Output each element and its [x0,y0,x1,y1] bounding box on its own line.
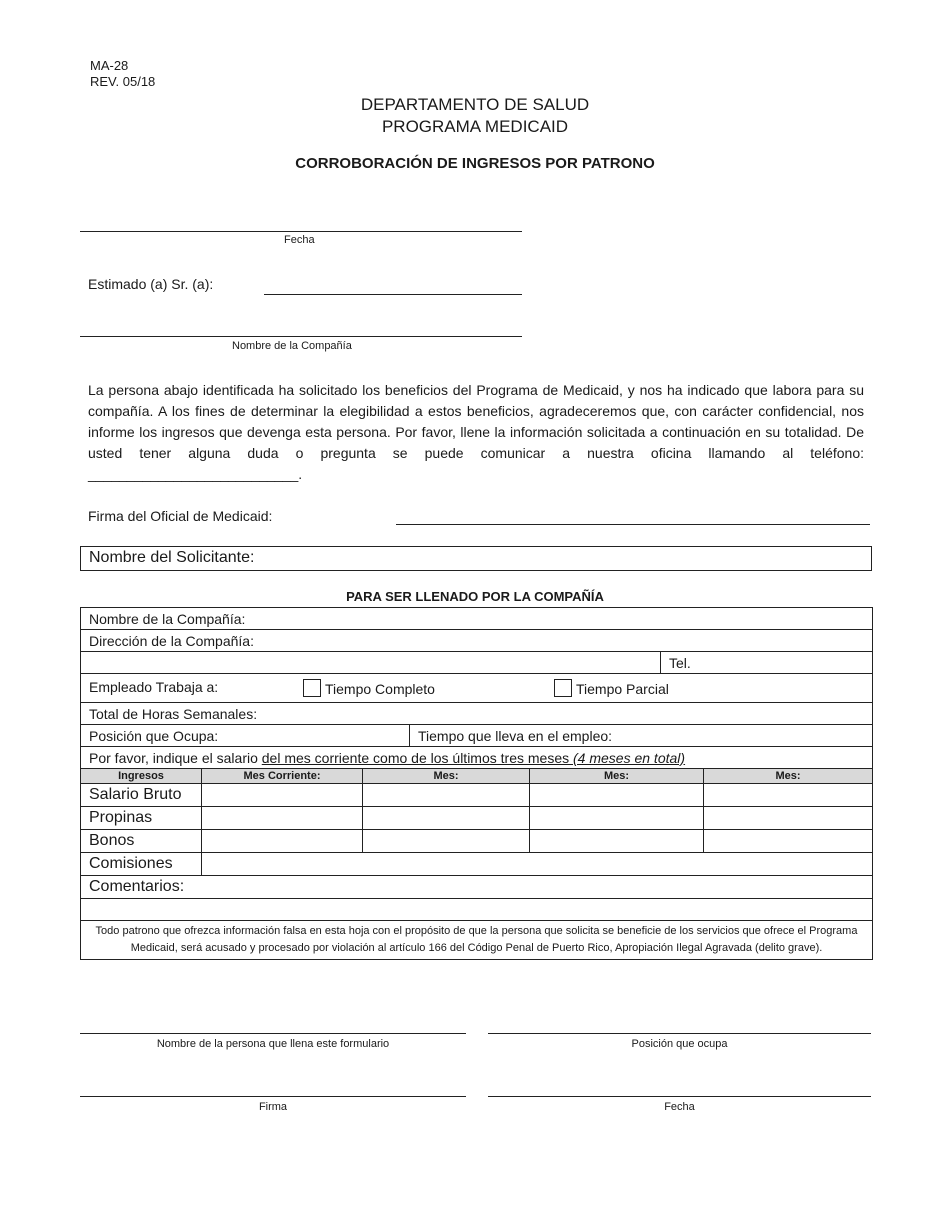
form-code-block [90,58,155,90]
salary-intro-text: Por favor, indique el salario [89,749,262,766]
part-time-label: Tiempo Parcial [576,681,669,697]
salutation-label: Estimado (a) Sr. (a): [88,276,214,292]
tel-field[interactable] [661,652,873,674]
program-name: PROGRAMA MEDICAID [381,117,569,136]
filler-name-caption: Nombre de la persona que llena este formulario [156,1038,390,1050]
company-name-caption: Nombre de la Compañía [232,340,352,352]
income-row-label: Comisiones [81,853,202,876]
income-cell[interactable] [202,830,363,853]
income-row-label: Propinas [81,807,202,830]
time-employed-label: Tiempo que lleva en el empleo: [418,727,613,744]
applicant-name-label: Nombre del Solicitante: [89,549,255,566]
salary-intro-underlined: del mes corriente como de los últimos tres meses [261,749,573,766]
income-header-cell: Mes: [363,769,530,784]
company-address-label: Dirección de la Compañía: [89,632,254,649]
comments-line2[interactable] [81,899,873,921]
income-cell[interactable] [530,784,704,807]
full-time-checkbox[interactable] [303,679,321,697]
company-address-line2[interactable] [81,652,661,674]
full-time-label: Tiempo Completo [325,681,435,697]
income-cell[interactable] [363,830,530,853]
weekly-hours-label: Total de Horas Semanales: [89,705,258,722]
date-signed-caption: Fecha [664,1101,695,1113]
income-cell[interactable] [202,784,363,807]
income-table [80,768,873,960]
position-field[interactable] [81,725,410,747]
applicant-name-field[interactable] [80,546,872,571]
signature-line[interactable] [80,1096,466,1097]
official-signature-line[interactable] [396,524,870,525]
date-label: Fecha [284,234,315,246]
table-row [81,853,873,876]
date-line[interactable] [80,231,522,232]
income-header-cell: Mes: [530,769,704,784]
company-address-field[interactable] [81,630,873,652]
position-label: Posición que Ocupa: [89,727,219,744]
income-cell[interactable] [704,807,873,830]
company-info-table [80,607,873,769]
comments-field[interactable] [81,876,873,899]
page-title: CORROBORACIÓN DE INGRESOS POR PATRONO [295,155,655,172]
income-row-label: Bonos [81,830,202,853]
salutation-line[interactable] [264,294,522,295]
body-paragraph: La persona abajo identificada ha solicitado los beneficios del Programa de Medicaid, y nos ha indicado que labora para su compañía. A los fines de determinar la elegibilidad a estos beneficios, agradeceremos que, con carácter confidencial, nos informe los ingresos que devenga esta persona. Por favor, llene la información solicitada a continuación en su totalidad. De usted tener alguna duda o pregunta se puede comunicar a nuestra oficina llamando al teléfono: ___________________________. [88,382,864,482]
weekly-hours-field[interactable] [81,703,873,725]
company-section-title: PARA SER LLENADO POR LA COMPAÑÍA [346,589,604,604]
filler-position-line[interactable] [488,1033,871,1034]
employee-works-label: Empleado Trabaja a: [89,679,219,695]
legal-notice: Todo patrono que ofrezca información falsa en esta hoja con el propósito de que la persona que solicita se beneficie de los servicios que ofrece el Programa Medicaid, será acusado y procesado por violación al artículo 166 del Código Penal de Puerto Rico, Apropiación Ilegal Agravada (delito grave). [81,921,873,960]
department-name: DEPARTAMENTO DE SALUD [360,95,590,114]
company-name-line[interactable] [80,336,522,337]
income-cell[interactable] [363,807,530,830]
commissions-cell[interactable] [202,853,873,876]
table-row [81,830,873,853]
table-row [81,784,873,807]
income-cell[interactable] [363,784,530,807]
salary-instructions [81,747,873,769]
income-row-label: Salario Bruto [81,784,202,807]
table-row [81,807,873,830]
filler-position-caption: Posición que ocupa [631,1038,728,1050]
income-header-row [81,769,873,784]
company-name-field[interactable] [81,608,873,630]
filler-name-line[interactable] [80,1033,466,1034]
comments-label: Comentarios: [89,878,185,895]
company-form [80,607,873,960]
form-code: MA-28 [90,58,129,73]
part-time-checkbox[interactable] [554,679,572,697]
income-cell[interactable] [704,784,873,807]
company-name-label: Nombre de la Compañía: [89,610,246,627]
income-cell[interactable] [530,830,704,853]
full-time-option[interactable] [303,679,435,697]
tel-label: Tel. [669,654,691,671]
signature-caption: Firma [258,1101,288,1113]
income-cell[interactable] [704,830,873,853]
department-heading [0,94,950,138]
date-signed-line[interactable] [488,1096,871,1097]
income-header-cell: Mes Corriente: [202,769,363,784]
employment-type-row [81,674,873,703]
income-header-cell: Mes: [704,769,873,784]
time-employed-field[interactable] [410,725,873,747]
salary-intro-italic: (4 meses en total) [573,749,686,766]
income-header-cell: Ingresos [81,769,202,784]
form-revision: REV. 05/18 [90,74,156,89]
official-signature-label: Firma del Oficial de Medicaid: [88,508,273,524]
part-time-option[interactable] [554,679,669,697]
income-cell[interactable] [202,807,363,830]
income-cell[interactable] [530,807,704,830]
